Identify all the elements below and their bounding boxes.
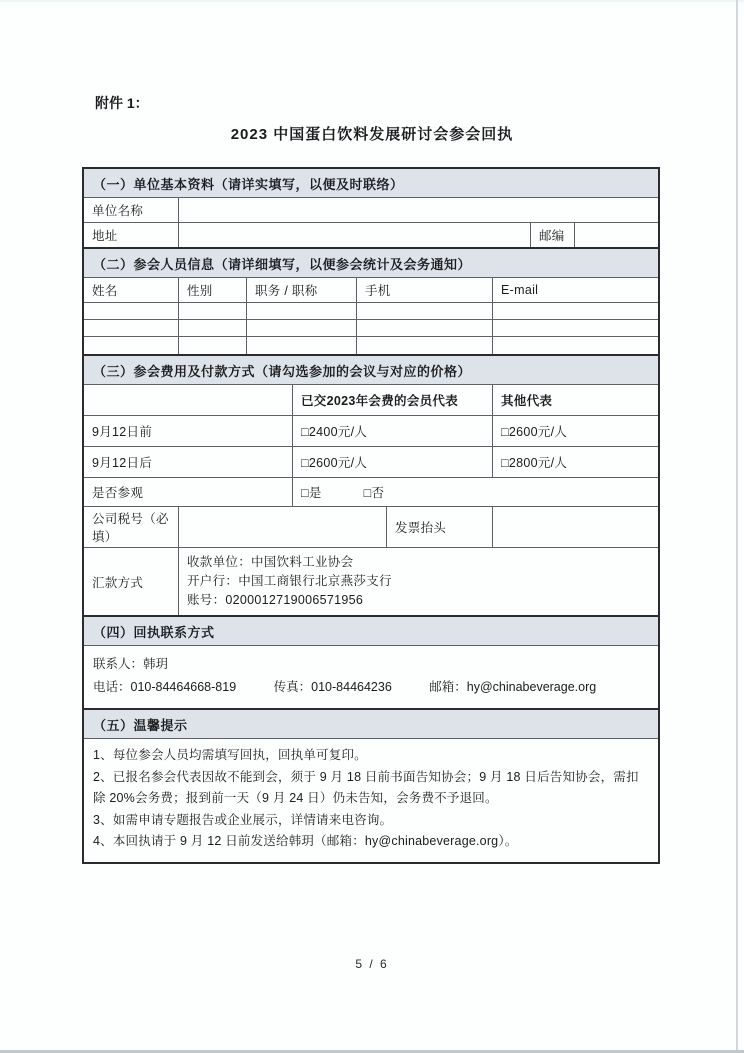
fee-before-member-checkbox: □2400元/人 bbox=[292, 416, 492, 446]
fee-after-member-checkbox: □2600元/人 bbox=[292, 447, 492, 477]
attendee-row bbox=[84, 336, 658, 354]
company-name-label: 单位名称 bbox=[92, 204, 144, 218]
payment-payee: 收款单位：中国饮料工业协会 bbox=[187, 555, 354, 569]
attendee-name-cell bbox=[84, 320, 178, 336]
fee-after-other-checkbox: □2800元/人 bbox=[492, 447, 658, 477]
attendee-position-cell bbox=[246, 303, 356, 319]
attendee-gender-cell bbox=[178, 303, 246, 319]
invoice-title-label: 发票抬头 bbox=[386, 507, 492, 547]
contact-person: 联系人：韩玥 bbox=[93, 657, 169, 671]
attendee-col-email: E-mail bbox=[492, 278, 658, 302]
fee-after-label: 9月12日后 bbox=[92, 456, 153, 470]
fee-row-after bbox=[84, 446, 658, 477]
attendee-mobile-cell bbox=[356, 337, 492, 354]
page-title: 2023 中国蛋白饮料发展研讨会参会回执 bbox=[230, 126, 514, 143]
visit-label: 是否参观 bbox=[92, 486, 144, 500]
payment-bank: 开户行：中国工商银行北京燕莎支行 bbox=[187, 574, 392, 588]
invoice-title-value-cell bbox=[492, 507, 658, 547]
tax-invoice-row bbox=[84, 506, 658, 547]
fee-row-before bbox=[84, 415, 658, 446]
section3-heading: （三）参会费用及付款方式（请勾选参加的会议与对应的价格） bbox=[84, 354, 658, 384]
page-number: 5 / 6 bbox=[355, 957, 389, 971]
registration-form-table bbox=[82, 167, 660, 864]
attendee-email-cell bbox=[492, 337, 658, 354]
attendee-col-name: 姓名 bbox=[92, 284, 118, 298]
attendee-email-cell bbox=[492, 320, 658, 336]
attendee-row bbox=[84, 302, 658, 319]
attendee-row bbox=[84, 319, 658, 336]
section5-heading: （五）温馨提示 bbox=[84, 708, 658, 738]
tip-item: 1、每位参会人员均需填写回执，回执单可复印。 bbox=[93, 748, 367, 762]
visit-yes-checkbox: □是 bbox=[301, 486, 322, 500]
tips-block bbox=[84, 738, 658, 862]
payment-details bbox=[178, 548, 658, 615]
attendee-gender-cell bbox=[178, 320, 246, 336]
postcode-value-cell bbox=[574, 223, 658, 247]
contact-block bbox=[84, 645, 658, 708]
tip-item: 3、如需申请专题报告或企业展示，详情请来电咨询。 bbox=[93, 812, 393, 827]
attendee-col-gender: 性别 bbox=[178, 278, 246, 302]
attendee-gender-cell bbox=[178, 337, 246, 354]
attendee-mobile-cell bbox=[356, 320, 492, 336]
payment-row bbox=[84, 547, 658, 615]
payment-account: 账号：0200012719006571956 bbox=[187, 593, 364, 607]
tax-id-value-cell bbox=[178, 507, 386, 547]
company-name-row bbox=[84, 197, 658, 222]
company-name-value-cell bbox=[178, 198, 658, 222]
visit-no-checkbox: □否 bbox=[363, 486, 385, 500]
postcode-label: 邮编 bbox=[530, 223, 574, 247]
scan-edge-top bbox=[0, 0, 744, 2]
tax-id-label: 公司税号（必填） bbox=[92, 512, 169, 544]
section1-heading: （一）单位基本资料（请详实填写，以便及时联络） bbox=[84, 169, 658, 197]
attendee-header-row bbox=[84, 277, 658, 302]
attendee-position-cell bbox=[246, 337, 356, 354]
visit-row bbox=[84, 477, 658, 506]
tip-item: 2、已报名参会代表因故不能到会，须于 9 月 18 日前书面告知协会；9 月 18 日后告知协会，需扣除 20%会务费；报到前一天（9 月 24 日）仍未告知，会务费不予退回。 bbox=[93, 769, 639, 805]
fee-col-member: 已交2023年会费的会员代表 bbox=[292, 385, 492, 415]
fee-corner-cell bbox=[84, 385, 292, 415]
visit-options-cell bbox=[292, 478, 658, 506]
fee-col-other: 其他代表 bbox=[492, 385, 658, 415]
scan-edge-right bbox=[736, 0, 738, 1053]
attendee-name-cell bbox=[84, 337, 178, 354]
contact-fax: 传真：010-84464236 bbox=[273, 680, 392, 694]
contact-phone: 电话：010-84464668-819 bbox=[93, 680, 237, 694]
attendee-col-position: 职务 / 职称 bbox=[246, 278, 356, 302]
attendee-mobile-cell bbox=[356, 303, 492, 319]
tip-item: 4、本回执请于 9 月 12 日前发送给韩玥（邮箱：hy@chinabeverage.org）。 bbox=[93, 834, 518, 848]
address-row bbox=[84, 222, 658, 247]
fee-before-label: 9月12日前 bbox=[92, 425, 153, 439]
contact-line2 bbox=[93, 676, 649, 699]
section2-heading: （二）参会人员信息（请详细填写，以便参会统计及会务通知） bbox=[84, 247, 658, 277]
attendee-position-cell bbox=[246, 320, 356, 336]
attendee-name-cell bbox=[84, 303, 178, 319]
payment-label: 汇款方式 bbox=[92, 575, 144, 590]
fee-before-other-checkbox: □2600元/人 bbox=[492, 416, 658, 446]
address-label: 地址 bbox=[92, 229, 118, 243]
attachment-label: 附件 1： bbox=[95, 95, 149, 111]
section4-heading: （四）回执联系方式 bbox=[84, 615, 658, 645]
attendee-email-cell bbox=[492, 303, 658, 319]
address-value-cell bbox=[178, 223, 530, 247]
attendee-col-mobile: 手机 bbox=[356, 278, 492, 302]
contact-email: 邮箱：hy@chinabeverage.org bbox=[429, 680, 597, 694]
fee-header-row bbox=[84, 384, 658, 415]
